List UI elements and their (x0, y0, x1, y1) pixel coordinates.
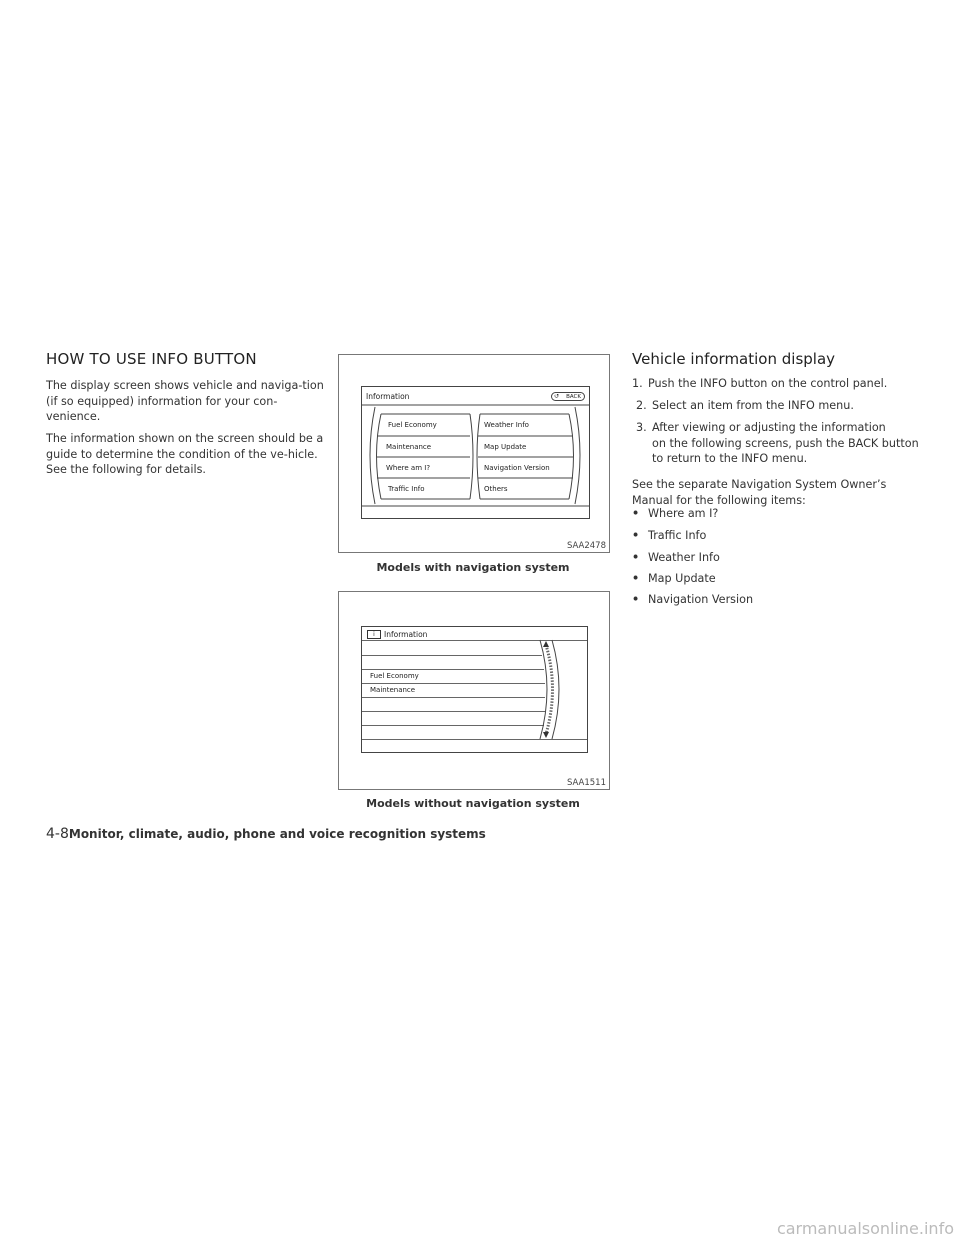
menu-frame-lines (362, 387, 589, 518)
list-item: • Navigation Version (632, 593, 754, 606)
bullet-icon: • (632, 593, 640, 606)
bullet-icon: • (632, 572, 640, 585)
where-am-i-button: Where am I? (386, 464, 431, 472)
traffic-info-button: Traffic Info (388, 485, 425, 493)
list-item: • Map Update (632, 572, 716, 585)
others-button: Others (484, 485, 508, 493)
list-item: • Weather Info (632, 551, 720, 564)
weather-info-button: Weather Info (484, 421, 529, 429)
page-footer (46, 826, 486, 842)
step-text-continued: on the following screens, push the BACK button to return to the INFO menu. (652, 436, 919, 465)
bullet-icon: • (632, 551, 640, 564)
info-menu-screen (361, 386, 590, 519)
navigation-version-button: Navigation Version (484, 464, 550, 472)
figure-code: SAA2478 (566, 541, 606, 551)
intro-paragraph: The display screen shows vehicle and naviga-tion (if so equipped) information for your con-venience. (46, 379, 324, 423)
info-list-screen (361, 626, 588, 753)
chapter-title: Monitor, climate, audio, phone and voice recognition systems (68, 827, 486, 841)
screen-title: Information (366, 392, 410, 401)
step-text: Select an item from the INFO menu. (652, 399, 854, 412)
watermark: carmanualsonline.info (776, 1219, 954, 1238)
bullet-icon: • (632, 507, 640, 520)
maintenance-item: Maintenance (370, 686, 416, 694)
figure-navigation-screen (338, 354, 610, 553)
screen-title: Information (384, 630, 428, 639)
maintenance-button: Maintenance (386, 443, 432, 451)
step-text: After viewing or adjusting the information (652, 421, 886, 434)
figure-caption: Models without navigation system (366, 797, 580, 810)
back-arrow-icon: ↺ (554, 393, 560, 400)
fuel-economy-button: Fuel Economy (388, 421, 437, 429)
list-item: • Traffic Info (632, 529, 707, 542)
reference-note: See the separate Navigation System Owner’s Manual for the following items: (632, 478, 887, 507)
map-update-button: Map Update (484, 443, 527, 451)
figure-code: SAA1511 (566, 778, 606, 788)
figure-caption: Models with navigation system (376, 561, 570, 574)
intro-paragraph-2: The information shown on the screen should be a guide to determine the condition of the ve-hicle. See the following for details. (46, 432, 324, 476)
step-number: 2. (636, 399, 647, 412)
figure-non-navigation-screen (338, 591, 610, 790)
back-label: BACK (566, 394, 581, 400)
section-heading: HOW TO USE INFO BUTTON (46, 350, 257, 368)
list-item: • Where am I? (632, 507, 719, 520)
step-number: 3. (636, 421, 647, 434)
step-2 (636, 398, 926, 414)
scroll-bar (362, 627, 587, 752)
step-number: 1. (632, 377, 643, 390)
subsection-heading: Vehicle information display (632, 350, 836, 368)
step-text: Push the INFO button on the control panel. (648, 377, 888, 390)
bullet-icon: • (632, 529, 640, 542)
fuel-economy-item: Fuel Economy (370, 672, 419, 680)
step-3 (636, 420, 926, 467)
info-icon: i (367, 630, 381, 639)
page-number: 4-8 (46, 826, 69, 842)
step-1 (632, 376, 922, 392)
